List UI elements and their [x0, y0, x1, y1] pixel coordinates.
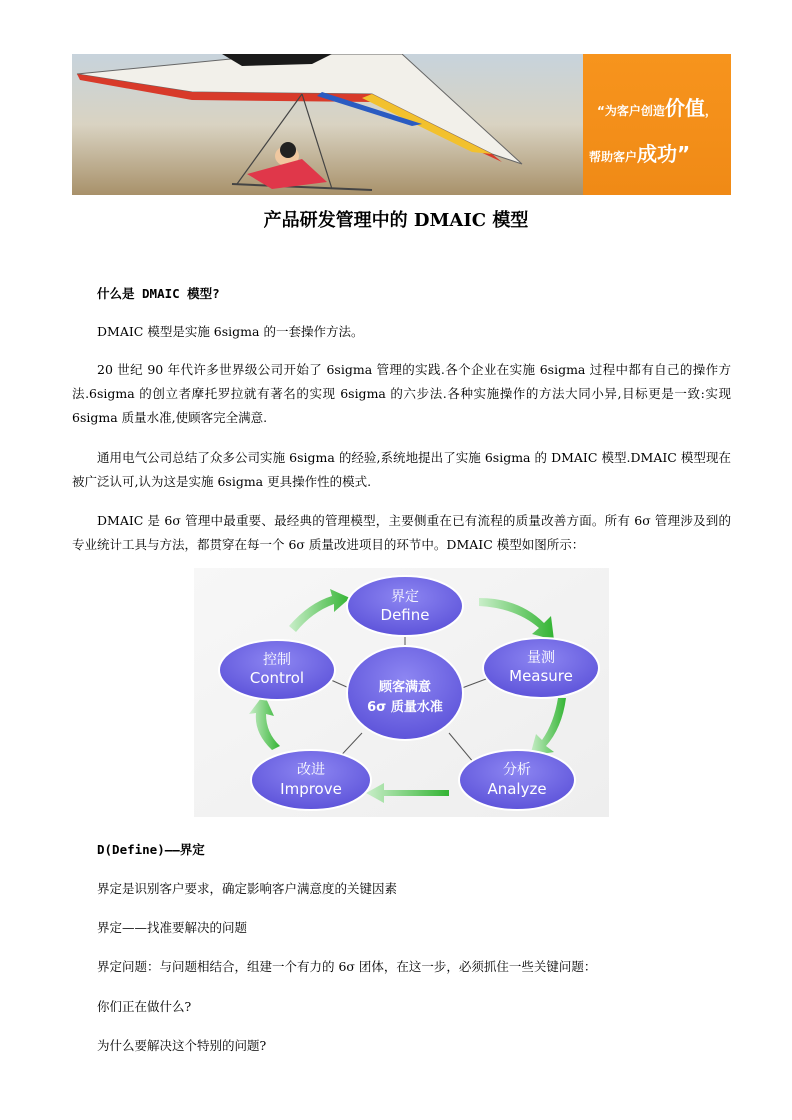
paragraph: 为什么要解决这个特别的问题? — [97, 1038, 267, 1053]
slogan-line-1 — [597, 92, 717, 121]
slogan-text: ， — [704, 104, 717, 118]
document-title: 产品研发管理中的 DMAIC 模型 — [263, 210, 529, 231]
slogan-highlight: 价值 — [664, 96, 705, 120]
node-improve-en: Improve — [280, 780, 342, 798]
dmaic-diagram — [194, 568, 609, 817]
node-measure-en: Measure — [509, 667, 573, 685]
slogan-panel — [583, 54, 731, 195]
paragraph: 界定是识别客户要求，确定影响客户满意度的关键因素 — [97, 881, 398, 896]
slogan-text: “为客户创造 — [597, 104, 665, 118]
paragraph: 通用电气公司总结了众多公司实施 6sigma 的经验,系统地提出了实施 6sigma 的 DMAIC 模型.DMAIC 模型现在被广泛认可,认为这是实施 6sigma 更具操作性的模式. — [72, 450, 731, 489]
node-define-en: Define — [380, 606, 430, 624]
slogan-text: 帮助客户 — [589, 150, 638, 164]
node-measure-cn: 量测 — [527, 650, 555, 666]
node-analyze-cn: 分析 — [503, 762, 531, 778]
hang-glider-illustration — [72, 54, 583, 195]
center-label-1: 顾客满意 — [378, 680, 432, 695]
node-improve-cn: 改进 — [297, 762, 325, 778]
slogan-highlight: 成功” — [637, 142, 691, 166]
section-heading: 什么是 DMAIC 模型? — [97, 286, 220, 301]
node-analyze-en: Analyze — [487, 780, 547, 798]
center-label-2: 6σ 质量水准 — [367, 700, 443, 715]
node-control-en: Control — [249, 669, 305, 687]
paragraph: 你们正在做什么? — [97, 999, 192, 1014]
node-control-cn: 控制 — [263, 652, 291, 668]
paragraph: DMAIC 是 6σ 管理中最重要、最经典的管理模型，主要侧重在已有流程的质量改善方面。所有 6σ 管理涉及到的专业统计工具与方法，都贯穿在每一个 6σ 质量改进项目的环节中。DMAIC 模型如图所示： — [72, 513, 731, 552]
paragraph: 界定——找准要解决的问题 — [97, 920, 248, 935]
paragraph: 界定问题：与问题相结合，组建一个有力的 6σ 团体，在这一步，必须抓住一些关键问题： — [97, 959, 597, 974]
hang-glider-photo — [72, 54, 583, 195]
header-banner — [72, 54, 731, 195]
paragraph: 20 世纪 90 年代许多世界级公司开始了 6sigma 管理的实践.各个企业在实施 6sigma 过程中都有自己的操作方法.6sigma 的创立者摩托罗拉就有著名的实现 6sigma 的六步法.各种实施操作的方法大同小异,目标更是一致:实现 6sigma 质量水准,使顾客完全满意. — [72, 362, 731, 425]
paragraph: DMAIC 模型是实施 6sigma 的一套操作方法。 — [97, 324, 364, 339]
slogan-line-2 — [589, 138, 690, 167]
section-heading: D(Define)——界定 — [97, 842, 205, 857]
node-define-cn: 界定 — [391, 589, 419, 605]
